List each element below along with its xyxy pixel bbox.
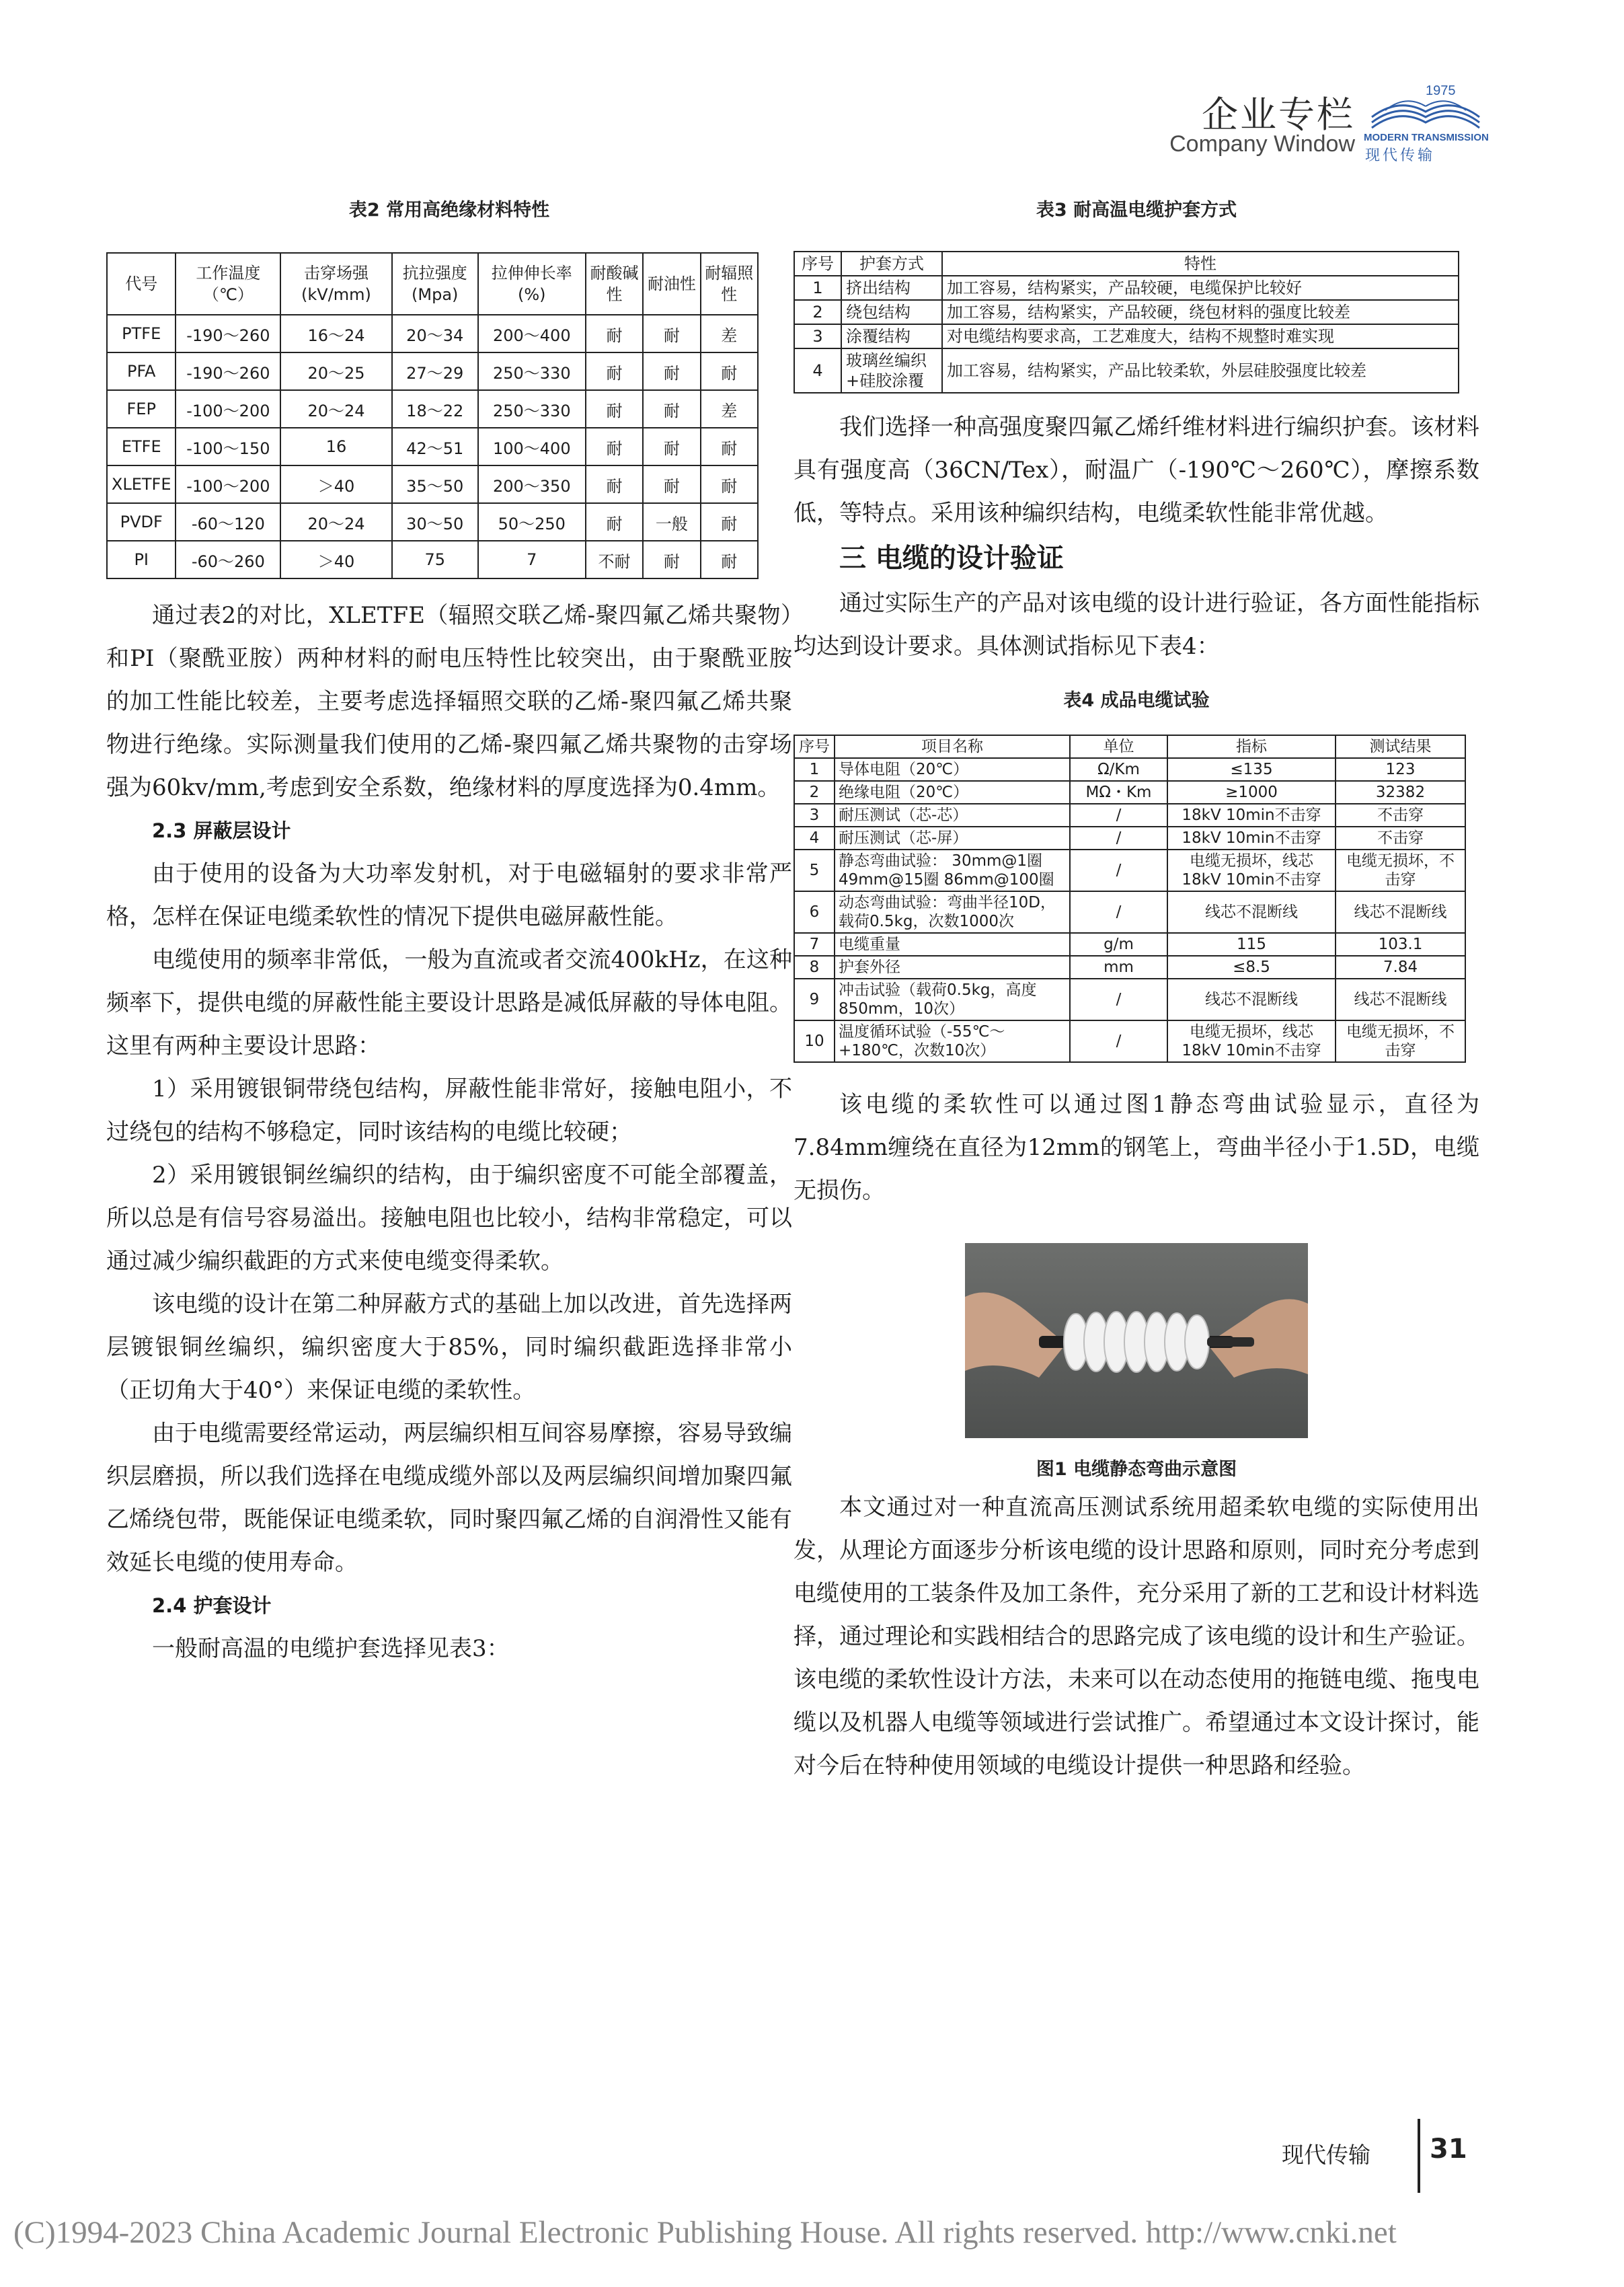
table2-cell: -190～260 xyxy=(176,352,280,390)
table4-row xyxy=(794,758,1465,781)
table4-row xyxy=(794,979,1465,1020)
table2-row xyxy=(107,315,758,352)
table2-cell: 20～24 xyxy=(280,503,391,541)
table3-cell: 加工容易，结构紧实，产品比较柔软，外层硅胶强度比较差 xyxy=(942,348,1459,393)
table4-row xyxy=(794,850,1465,891)
table2-cell: 耐 xyxy=(643,428,700,465)
table4-cell: 不击穿 xyxy=(1336,827,1465,850)
copyright-notice: (C)1994-2023 China Academic Journal Electronic Publishing House. All rights reserved. http://www.cnki.net xyxy=(13,2215,1397,2250)
table4-header-cell: 项目名称 xyxy=(835,735,1070,758)
table4-cell: ≤8.5 xyxy=(1167,956,1336,979)
table4-cell: 5 xyxy=(794,850,835,891)
table4-cell: g/m xyxy=(1070,933,1167,956)
table3-cell: 对电缆结构要求高，工艺难度大，结构不规整时难实现 xyxy=(942,324,1459,348)
table2-cell: 不耐 xyxy=(586,541,643,578)
table2-cell: ETFE xyxy=(107,428,176,465)
table2-cell: 250～330 xyxy=(478,390,586,428)
table2-cell: 耐 xyxy=(586,465,643,503)
table4-cell: / xyxy=(1070,891,1167,933)
paragraph: 由于电缆需要经常运动，两层编织相互间容易摩擦，容易导致编织层磨损，所以我们选择在电缆成缆外部以及两层编织间增加聚四氟乙烯绕包带，既能保证电缆柔软，同时聚四氟乙烯的自润滑性又能有效延长电缆的使用寿命。 xyxy=(106,1420,792,1576)
section-heading-2-4: 2.4 护套设计 xyxy=(152,1594,272,1617)
table2-cell: 16～24 xyxy=(280,315,391,352)
footer-divider xyxy=(1418,2119,1420,2193)
table2-cell: -100～200 xyxy=(176,390,280,428)
table4-row xyxy=(794,827,1465,850)
coiled-cable-icon xyxy=(965,1243,1308,1438)
column-title-cn: 企业专栏 xyxy=(1202,93,1355,136)
table2-cell: 差 xyxy=(701,315,758,352)
page-number: 31 xyxy=(1430,2134,1467,2165)
table2-cell: 耐 xyxy=(643,541,700,578)
table2-cell: 20～25 xyxy=(280,352,391,390)
table4-cell: 9 xyxy=(794,979,835,1020)
table3-cell: 2 xyxy=(794,300,841,324)
cable-bend-photo xyxy=(965,1243,1308,1438)
left-column xyxy=(106,195,792,1670)
table4-cell: / xyxy=(1070,850,1167,891)
table4-cell: ≤135 xyxy=(1167,758,1336,781)
table4-cell: 8 xyxy=(794,956,835,979)
paragraph: 由于使用的设备为大功率发射机，对于电磁辐射的要求非常严格，怎样在保证电缆柔软性的情况下提供电磁屏蔽性能。 xyxy=(106,860,792,930)
table2-header-cell: 耐辐照性 xyxy=(701,253,758,315)
table3-cell: 涂覆结构 xyxy=(841,324,942,348)
table4-cell: 6 xyxy=(794,891,835,933)
paragraph: 该电缆的设计在第二种屏蔽方式的基础上加以改进，首先选择两层镀银铜丝编织，编织密度大于85%，同时编织截距选择非常小（正切角大于40°）来保证电缆的柔软性。 xyxy=(106,1291,792,1404)
table2-header-cell: 工作温度（℃） xyxy=(176,253,280,315)
table2-cell: PI xyxy=(107,541,176,578)
table2-cell: -190～260 xyxy=(176,315,280,352)
table2-cell: 耐 xyxy=(643,465,700,503)
table3-cell: 3 xyxy=(794,324,841,348)
table4-cell: 线芯不混断线 xyxy=(1167,979,1336,1020)
table2-cell: -100～200 xyxy=(176,465,280,503)
page-header xyxy=(0,0,1624,168)
table4-header-cell: 单位 xyxy=(1070,735,1167,758)
table2-cell: 7 xyxy=(478,541,586,578)
table2-row xyxy=(107,390,758,428)
table4-body xyxy=(794,758,1465,1062)
table4-cell: 2 xyxy=(794,781,835,804)
table2-header-cell: 耐酸碱性 xyxy=(586,253,643,315)
table3-row xyxy=(794,348,1459,393)
table4-cell: 线芯不混断线 xyxy=(1167,891,1336,933)
table2-cell: 75 xyxy=(392,541,478,578)
table2-cell: 耐 xyxy=(701,465,758,503)
table2-cell: 耐 xyxy=(586,503,643,541)
table2-cell: ＞40 xyxy=(280,465,391,503)
table4-cell: mm xyxy=(1070,956,1167,979)
table2 xyxy=(106,252,759,579)
paragraph: 电缆使用的频率非常低，一般为直流或者交流400kHz，在这种频率下，提供电缆的屏蔽性能主要设计思路是减低屏蔽的导体电阻。这里有两种主要设计思路： xyxy=(106,946,792,1059)
logo-name-cn: 现代传输 xyxy=(1365,147,1436,164)
table2-cell: 100～400 xyxy=(478,428,586,465)
table4-cell: MΩ・Km xyxy=(1070,781,1167,804)
table3-row xyxy=(794,324,1459,348)
paragraph: 通过实际生产的产品对该电缆的设计进行验证，各方面性能指标均达到设计要求。具体测试指标见下表4： xyxy=(794,590,1479,660)
table4-cell: 18kV 10min不击穿 xyxy=(1167,827,1336,850)
table2-cell: PVDF xyxy=(107,503,176,541)
table2-cell: -100～150 xyxy=(176,428,280,465)
table4-cell: 冲击试验（载荷0.5kg，高度850mm，10次） xyxy=(835,979,1070,1020)
table4-cell: 115 xyxy=(1167,933,1336,956)
table4-cell: 耐压测试（芯-芯） xyxy=(835,804,1070,827)
table2-cell: 耐 xyxy=(586,428,643,465)
table2-body xyxy=(107,315,758,578)
table3-cell: 4 xyxy=(794,348,841,393)
table2-cell: 35～50 xyxy=(392,465,478,503)
table4-row xyxy=(794,804,1465,827)
table4-header-cell: 测试结果 xyxy=(1336,735,1465,758)
table4-cell: 电缆重量 xyxy=(835,933,1070,956)
table4-cell: / xyxy=(1070,1020,1167,1062)
table3-header-row xyxy=(794,252,1459,276)
table2-row xyxy=(107,465,758,503)
table3-row xyxy=(794,276,1459,300)
table3-header-cell: 序号 xyxy=(794,252,841,276)
table3-row xyxy=(794,300,1459,324)
table4-cell: 线芯不混断线 xyxy=(1336,891,1465,933)
footer-magazine-name: 现代传输 xyxy=(1282,2142,1370,2168)
table3-header-cell: 护套方式 xyxy=(841,252,942,276)
table4-cell: / xyxy=(1070,979,1167,1020)
table2-cell: ＞40 xyxy=(280,541,391,578)
paragraph: 2）采用镀银铜丝编织的结构，由于编织密度不可能全部覆盖，所以总是有信号容易溢出。接触电阻也比较小，结构非常稳定，可以通过减少编织截距的方式来使电缆变得柔软。 xyxy=(106,1162,792,1275)
table4-row xyxy=(794,1020,1465,1062)
table3-header-cell: 特性 xyxy=(942,252,1459,276)
table4-cell: 耐压测试（芯-屏） xyxy=(835,827,1070,850)
table4-cell: 7.84 xyxy=(1336,956,1465,979)
column-title-en: Company Window xyxy=(1169,131,1355,157)
table3-cell: 玻璃丝编织+硅胶涂覆 xyxy=(841,348,942,393)
table2-cell: 耐 xyxy=(701,352,758,390)
table4-header-row xyxy=(794,735,1465,758)
table2-cell: 耐 xyxy=(701,428,758,465)
table4-cell: 电缆无损坏，线芯18kV 10min不击穿 xyxy=(1167,1020,1336,1062)
table4-cell: 电缆无损坏，不击穿 xyxy=(1336,1020,1465,1062)
table2-cell: FEP xyxy=(107,390,176,428)
table4-cell: 4 xyxy=(794,827,835,850)
table2-row xyxy=(107,428,758,465)
table2-cell: 耐 xyxy=(586,315,643,352)
table4-cell: 绝缘电阻（20℃） xyxy=(835,781,1070,804)
paragraph: 该电缆的柔软性可以通过图1静态弯曲试验显示，直径为7.84mm缠绕在直径为12mm的钢笔上，弯曲半径小于1.5D，电缆无损伤。 xyxy=(794,1091,1479,1204)
table4-cell: 18kV 10min不击穿 xyxy=(1167,804,1336,827)
table4-cell: / xyxy=(1070,827,1167,850)
table4-caption: 表4 成品电缆试验 xyxy=(1063,690,1210,711)
table3-caption: 表3 耐高温电缆护套方式 xyxy=(1036,200,1237,221)
section-heading-2-3: 2.3 屏蔽层设计 xyxy=(152,819,291,842)
table4-cell: 32382 xyxy=(1336,781,1465,804)
table4-row xyxy=(794,956,1465,979)
table2-cell: -60～260 xyxy=(176,541,280,578)
table4-cell: 线芯不混断线 xyxy=(1336,979,1465,1020)
table2-header-cell: 抗拉强度(Mpa) xyxy=(392,253,478,315)
table4-cell: 电缆无损坏，线芯18kV 10min不击穿 xyxy=(1167,850,1336,891)
table4 xyxy=(794,735,1466,1063)
table2-cell: 200～400 xyxy=(478,315,586,352)
table2-header-cell: 代号 xyxy=(107,253,176,315)
table2-cell: 200～350 xyxy=(478,465,586,503)
table2-cell: -60～120 xyxy=(176,503,280,541)
table2-cell: 耐 xyxy=(586,390,643,428)
table4-cell: ≥1000 xyxy=(1167,781,1336,804)
table2-cell: 耐 xyxy=(643,315,700,352)
logo-name-en: MODERN TRANSMISSION xyxy=(1364,132,1489,143)
logo-year: 1975 xyxy=(1426,83,1456,98)
table2-cell: XLETFE xyxy=(107,465,176,503)
table2-cell: 18～22 xyxy=(392,390,478,428)
table2-cell: 20～24 xyxy=(280,390,391,428)
table2-cell: PFA xyxy=(107,352,176,390)
table2-cell: 耐 xyxy=(701,503,758,541)
figure1-caption: 图1 电缆静态弯曲示意图 xyxy=(1036,1459,1237,1480)
table2-row xyxy=(107,541,758,578)
table2-cell: 27～29 xyxy=(392,352,478,390)
table3-cell: 1 xyxy=(794,276,841,300)
paragraph: 本文通过对一种直流高压测试系统用超柔软电缆的实际使用出发，从理论方面逐步分析该电缆的设计思路和原则，同时充分考虑到电缆使用的工装条件及加工条件，充分采用了新的工艺和设计材料选择，通过理论和实践相结合的思路完成了该电缆的设计和生产验证。该电缆的柔软性设计方法，未来可以在动态使用的拖链电缆、拖曳电缆以及机器人电缆等领域进行尝试推广。希望通过本文设计探讨，能对今后在特种使用领域的电缆设计提供一种思路和经验。 xyxy=(794,1494,1479,1779)
table4-cell: 不击穿 xyxy=(1336,804,1465,827)
table4-cell: 103.1 xyxy=(1336,933,1465,956)
table4-cell: 1 xyxy=(794,758,835,781)
paragraph: 通过表2的对比，XLETFE（辐照交联乙烯-聚四氟乙烯共聚物）和PI（聚酰亚胺）两种材料的耐电压特性比较突出，由于聚酰亚胺的加工性能比较差，主要考虑选择辐照交联的乙烯-聚四氟乙烯共聚物进行绝缘。实际测量我们使用的乙烯-聚四氟乙烯共聚物的击穿场强为60kv/mm,考虑到安全系数，绝缘材料的厚度选择为0.4mm。 xyxy=(106,602,792,801)
table2-cell: PTFE xyxy=(107,315,176,352)
table4-cell: 护套外径 xyxy=(835,956,1070,979)
table3-body xyxy=(794,276,1459,393)
table2-cell: 耐 xyxy=(701,541,758,578)
table2-row xyxy=(107,352,758,390)
table3 xyxy=(794,251,1459,393)
table2-cell: 16 xyxy=(280,428,391,465)
table4-cell: 10 xyxy=(794,1020,835,1062)
table4-row xyxy=(794,891,1465,933)
paragraph: 1）采用镀银铜带绕包结构，屏蔽性能非常好，接触电阻小，不过绕包的结构不够稳定，同时该结构的电缆比较硬； xyxy=(106,1076,792,1146)
table3-cell: 挤出结构 xyxy=(841,276,942,300)
table4-row xyxy=(794,933,1465,956)
table4-cell: / xyxy=(1070,804,1167,827)
table3-cell: 绕包结构 xyxy=(841,300,942,324)
table2-cell: 30～50 xyxy=(392,503,478,541)
table2-cell: 一般 xyxy=(643,503,700,541)
table2-cell: 50～250 xyxy=(478,503,586,541)
table4-cell: 123 xyxy=(1336,758,1465,781)
table4-cell: 3 xyxy=(794,804,835,827)
table3-cell: 加工容易，结构紧实，产品较硬，绕包材料的强度比较差 xyxy=(942,300,1459,324)
table2-header-cell: 击穿场强(kV/mm) xyxy=(280,253,391,315)
table4-header-cell: 序号 xyxy=(794,735,835,758)
table3-cell: 加工容易，结构紧实，产品较硬，电缆保护比较好 xyxy=(942,276,1459,300)
table2-cell: 耐 xyxy=(643,390,700,428)
table4-cell: 电缆无损坏，不击穿 xyxy=(1336,850,1465,891)
table4-cell: 导体电阻（20℃） xyxy=(835,758,1070,781)
table2-cell: 耐 xyxy=(643,352,700,390)
section-heading-3: 三 电缆的设计验证 xyxy=(839,543,1064,574)
table4-header-cell: 指标 xyxy=(1167,735,1336,758)
paragraph: 我们选择一种高强度聚四氟乙烯纤维材料进行编织护套。该材料具有强度高（36CN/Tex），耐温广（-190℃～260℃），摩擦系数低，等特点。采用该种编织结构，电缆柔软性能非常优越。 xyxy=(794,414,1479,527)
table2-cell: 差 xyxy=(701,390,758,428)
paragraph: 一般耐高温的电缆护套选择见表3： xyxy=(152,1635,510,1662)
table2-cell: 耐 xyxy=(586,352,643,390)
right-column xyxy=(794,195,1479,1787)
table4-cell: 7 xyxy=(794,933,835,956)
table4-cell: 温度循环试验（-55℃～+180℃，次数10次） xyxy=(835,1020,1070,1062)
table4-cell: Ω/Km xyxy=(1070,758,1167,781)
table2-header-cell: 耐油性 xyxy=(643,253,700,315)
table2-header-cell: 拉伸伸长率(%) xyxy=(478,253,586,315)
table2-cell: 42～51 xyxy=(392,428,478,465)
table2-cell: 250～330 xyxy=(478,352,586,390)
table4-cell: 动态弯曲试验：弯曲半径10D，载荷0.5kg，次数1000次 xyxy=(835,891,1070,933)
table4-cell: 静态弯曲试验： 30mm@1圈 49mm@15圈 86mm@100圈 xyxy=(835,850,1070,891)
table2-cell: 20～34 xyxy=(392,315,478,352)
table2-caption: 表2 常用高绝缘材料特性 xyxy=(348,200,550,221)
table4-row xyxy=(794,781,1465,804)
table2-row xyxy=(107,503,758,541)
table2-header-row xyxy=(107,253,758,315)
